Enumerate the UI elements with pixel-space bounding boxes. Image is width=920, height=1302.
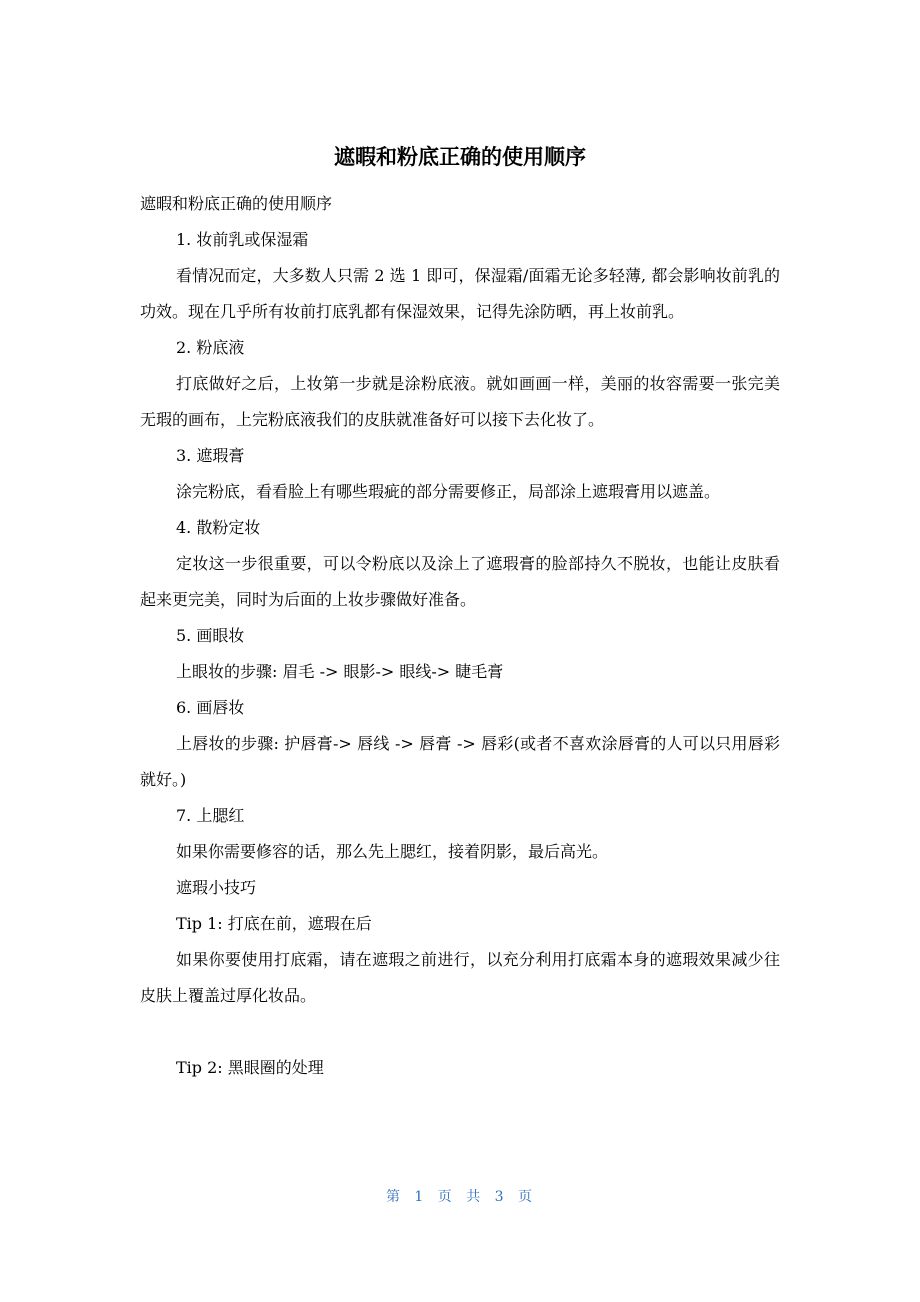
document-title: 遮暇和粉底正确的使用顺序 — [334, 145, 586, 169]
tip-1-heading: Tip 1: 打底在前，遮瑕在后 — [176, 914, 372, 933]
step-1-heading: 1. 妆前乳或保湿霜 — [176, 230, 309, 249]
page-footer: 第 1 页 共 3 页 — [385, 1189, 535, 1205]
step-7-text: 如果你需要修容的话，那么先上腮红，接着阴影，最后高光。 — [176, 842, 609, 861]
step-6-text: 上唇妆的步骤: 护唇膏-> 唇线 -> 唇膏 -> 唇彩(或者不喜欢涂唇膏的人可以只用唇彩就好。) — [140, 734, 780, 789]
subtitle: 遮暇和粉底正确的使用顺序 — [140, 194, 333, 213]
step-2-text: 打底做好之后，上妆第一步就是涂粉底液。就如画画一样，美丽的妆容需要一张完美无瑕的画布，上完粉底液我们的皮肤就准备好可以接下去化妆了。 — [140, 374, 780, 429]
step-3-heading: 3. 遮瑕膏 — [176, 446, 245, 465]
step-1-text: 看情况而定，大多数人只需 2 选 1 即可，保湿霜/面霜无论多轻薄, 都会影响妆前乳的功效。现在几乎所有妆前打底乳都有保湿效果，记得先涂防晒，再上妆前乳。 — [140, 266, 780, 321]
tip-1-text: 如果你要使用打底霜，请在遮瑕之前进行，以充分利用打底霜本身的遮瑕效果减少往皮肤上覆盖过厚化妆品。 — [140, 950, 780, 1005]
step-3-text: 涂完粉底，看看脸上有哪些瑕疵的部分需要修正，局部涂上遮瑕膏用以遮盖。 — [176, 482, 721, 501]
step-2-heading: 2. 粉底液 — [176, 338, 245, 357]
step-6-heading: 6. 画唇妆 — [176, 698, 245, 717]
document-body — [140, 186, 780, 1086]
step-4-heading: 4. 散粉定妆 — [176, 518, 261, 537]
tip-2-heading: Tip 2: 黑眼圈的处理 — [176, 1058, 324, 1077]
step-5-heading: 5. 画眼妆 — [176, 626, 245, 645]
tips-heading: 遮瑕小技巧 — [176, 878, 257, 897]
blank-line — [140, 1014, 780, 1050]
step-4-text: 定妆这一步很重要，可以令粉底以及涂上了遮瑕膏的脸部持久不脱妆，也能让皮肤看起来更完美，同时为后面的上妆步骤做好准备。 — [140, 554, 780, 609]
step-7-heading: 7. 上腮红 — [176, 806, 245, 825]
step-5-text: 上眼妆的步骤: 眉毛 -> 眼影-> 眼线-> 睫毛膏 — [176, 662, 504, 681]
